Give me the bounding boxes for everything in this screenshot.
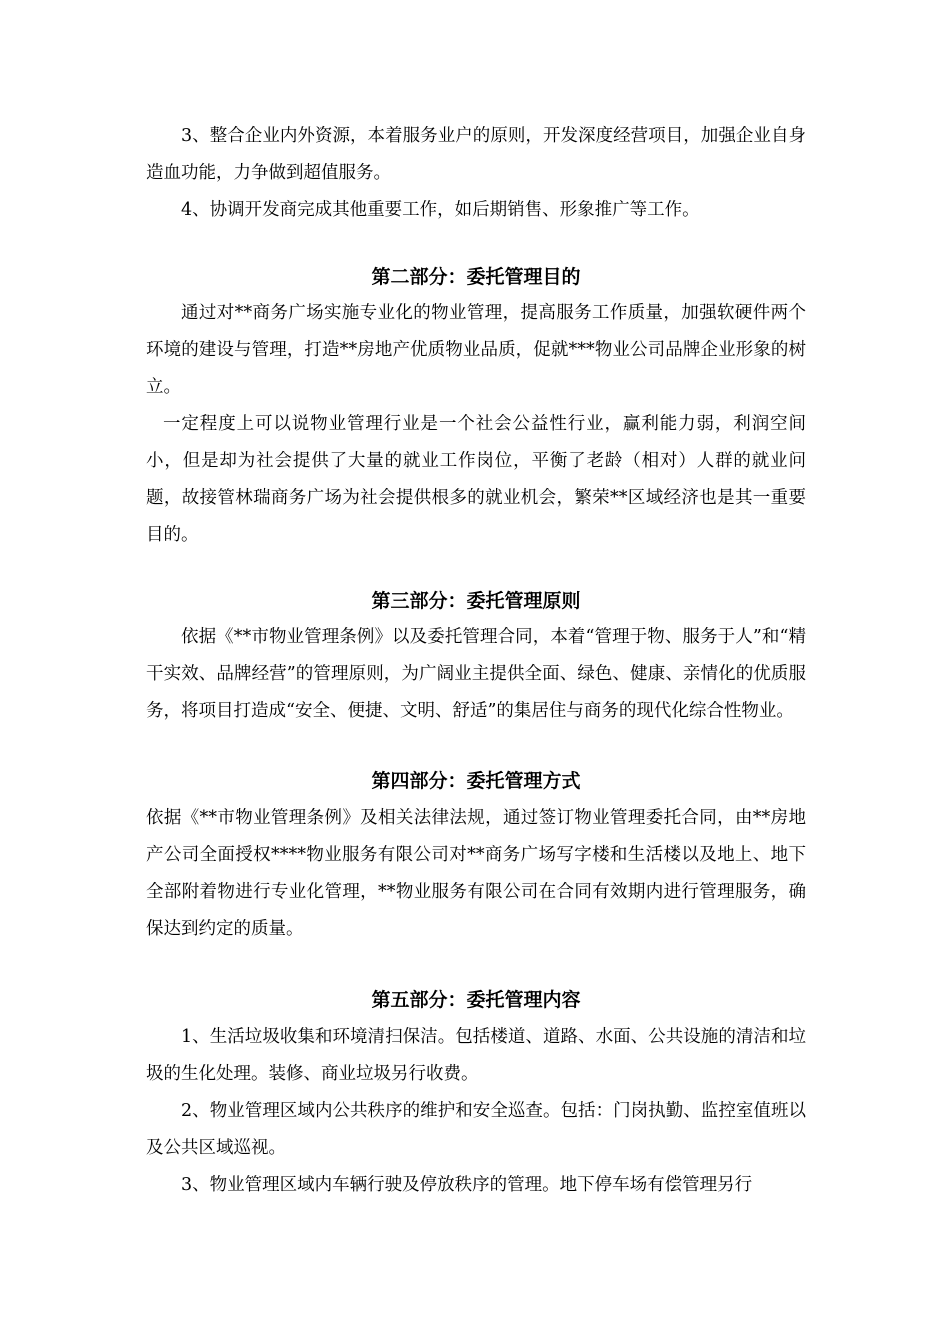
part2-heading: 第二部分：委托管理目的 — [371, 266, 581, 288]
part2-paragraph-2: 一定程度上可以说物业管理行业是一个社会公益性行业，赢利能力弱，利润空间小，但是却为社会提供了大量的就业工作岗位，平衡了老龄（相对）人群的就业问题，故接管林瑞商务广场为社会提供根多的就业机会，繁荣**区域经济也是其一重要目的。 — [146, 414, 806, 545]
part5-paragraph-3: 3、物业管理区域内车辆行驶及停放秩序的管理。地下停车场有偿管理另行 — [181, 1175, 753, 1195]
part2-paragraph-1: 通过对**商务广场实施专业化的物业管理，提高服务工作质量，加强软硬件两个环境的建设与管理，打造**房地产优质物业品质，促就***物业公司品牌企业形象的树立。 — [146, 303, 806, 397]
intro-paragraph-3: 3、整合企业内外资源，本着服务业户的原则，开发深度经营项目，加强企业自身造血功能，力争做到超值服务。 — [146, 126, 806, 183]
part5-paragraph-2: 2、物业管理区域内公共秩序的维护和安全巡查。包括：门岗执勤、监控室值班以及公共区域巡视。 — [146, 1101, 806, 1158]
part3-paragraph-1: 依据《**市物业管理条例》以及委托管理合同，本着“管理于物、服务于人”和“精干实效、品牌经营”的管理原则，为广阔业主提供全面、绿色、健康、亲情化的优质服务，将项目打造成“安全、便捷、文明、舒适”的集居住与商务的现代化综合性物业。 — [146, 627, 806, 721]
part4-paragraph-1: 依据《**市物业管理条例》及相关法律法规，通过签订物业管理委托合同，由**房地产公司全面授权****物业服务有限公司对**商务广场写字楼和生活楼以及地上、地下全部附着物进行专业化管理，**物业服务有限公司在合同有效期内进行管理服务，确保达到约定的质量。 — [146, 808, 806, 939]
intro-paragraph-4: 4、协调开发商完成其他重要工作，如后期销售、形象推广等工作。 — [181, 200, 700, 220]
part5-heading: 第五部分：委托管理内容 — [371, 989, 581, 1011]
part4-heading: 第四部分：委托管理方式 — [371, 770, 581, 792]
part5-paragraph-1: 1、生活垃圾收集和环境清扫保洁。包括楼道、道路、水面、公共设施的清洁和垃圾的生化处理。装修、商业垃圾另行收费。 — [146, 1027, 806, 1084]
part3-heading: 第三部分：委托管理原则 — [371, 590, 581, 612]
